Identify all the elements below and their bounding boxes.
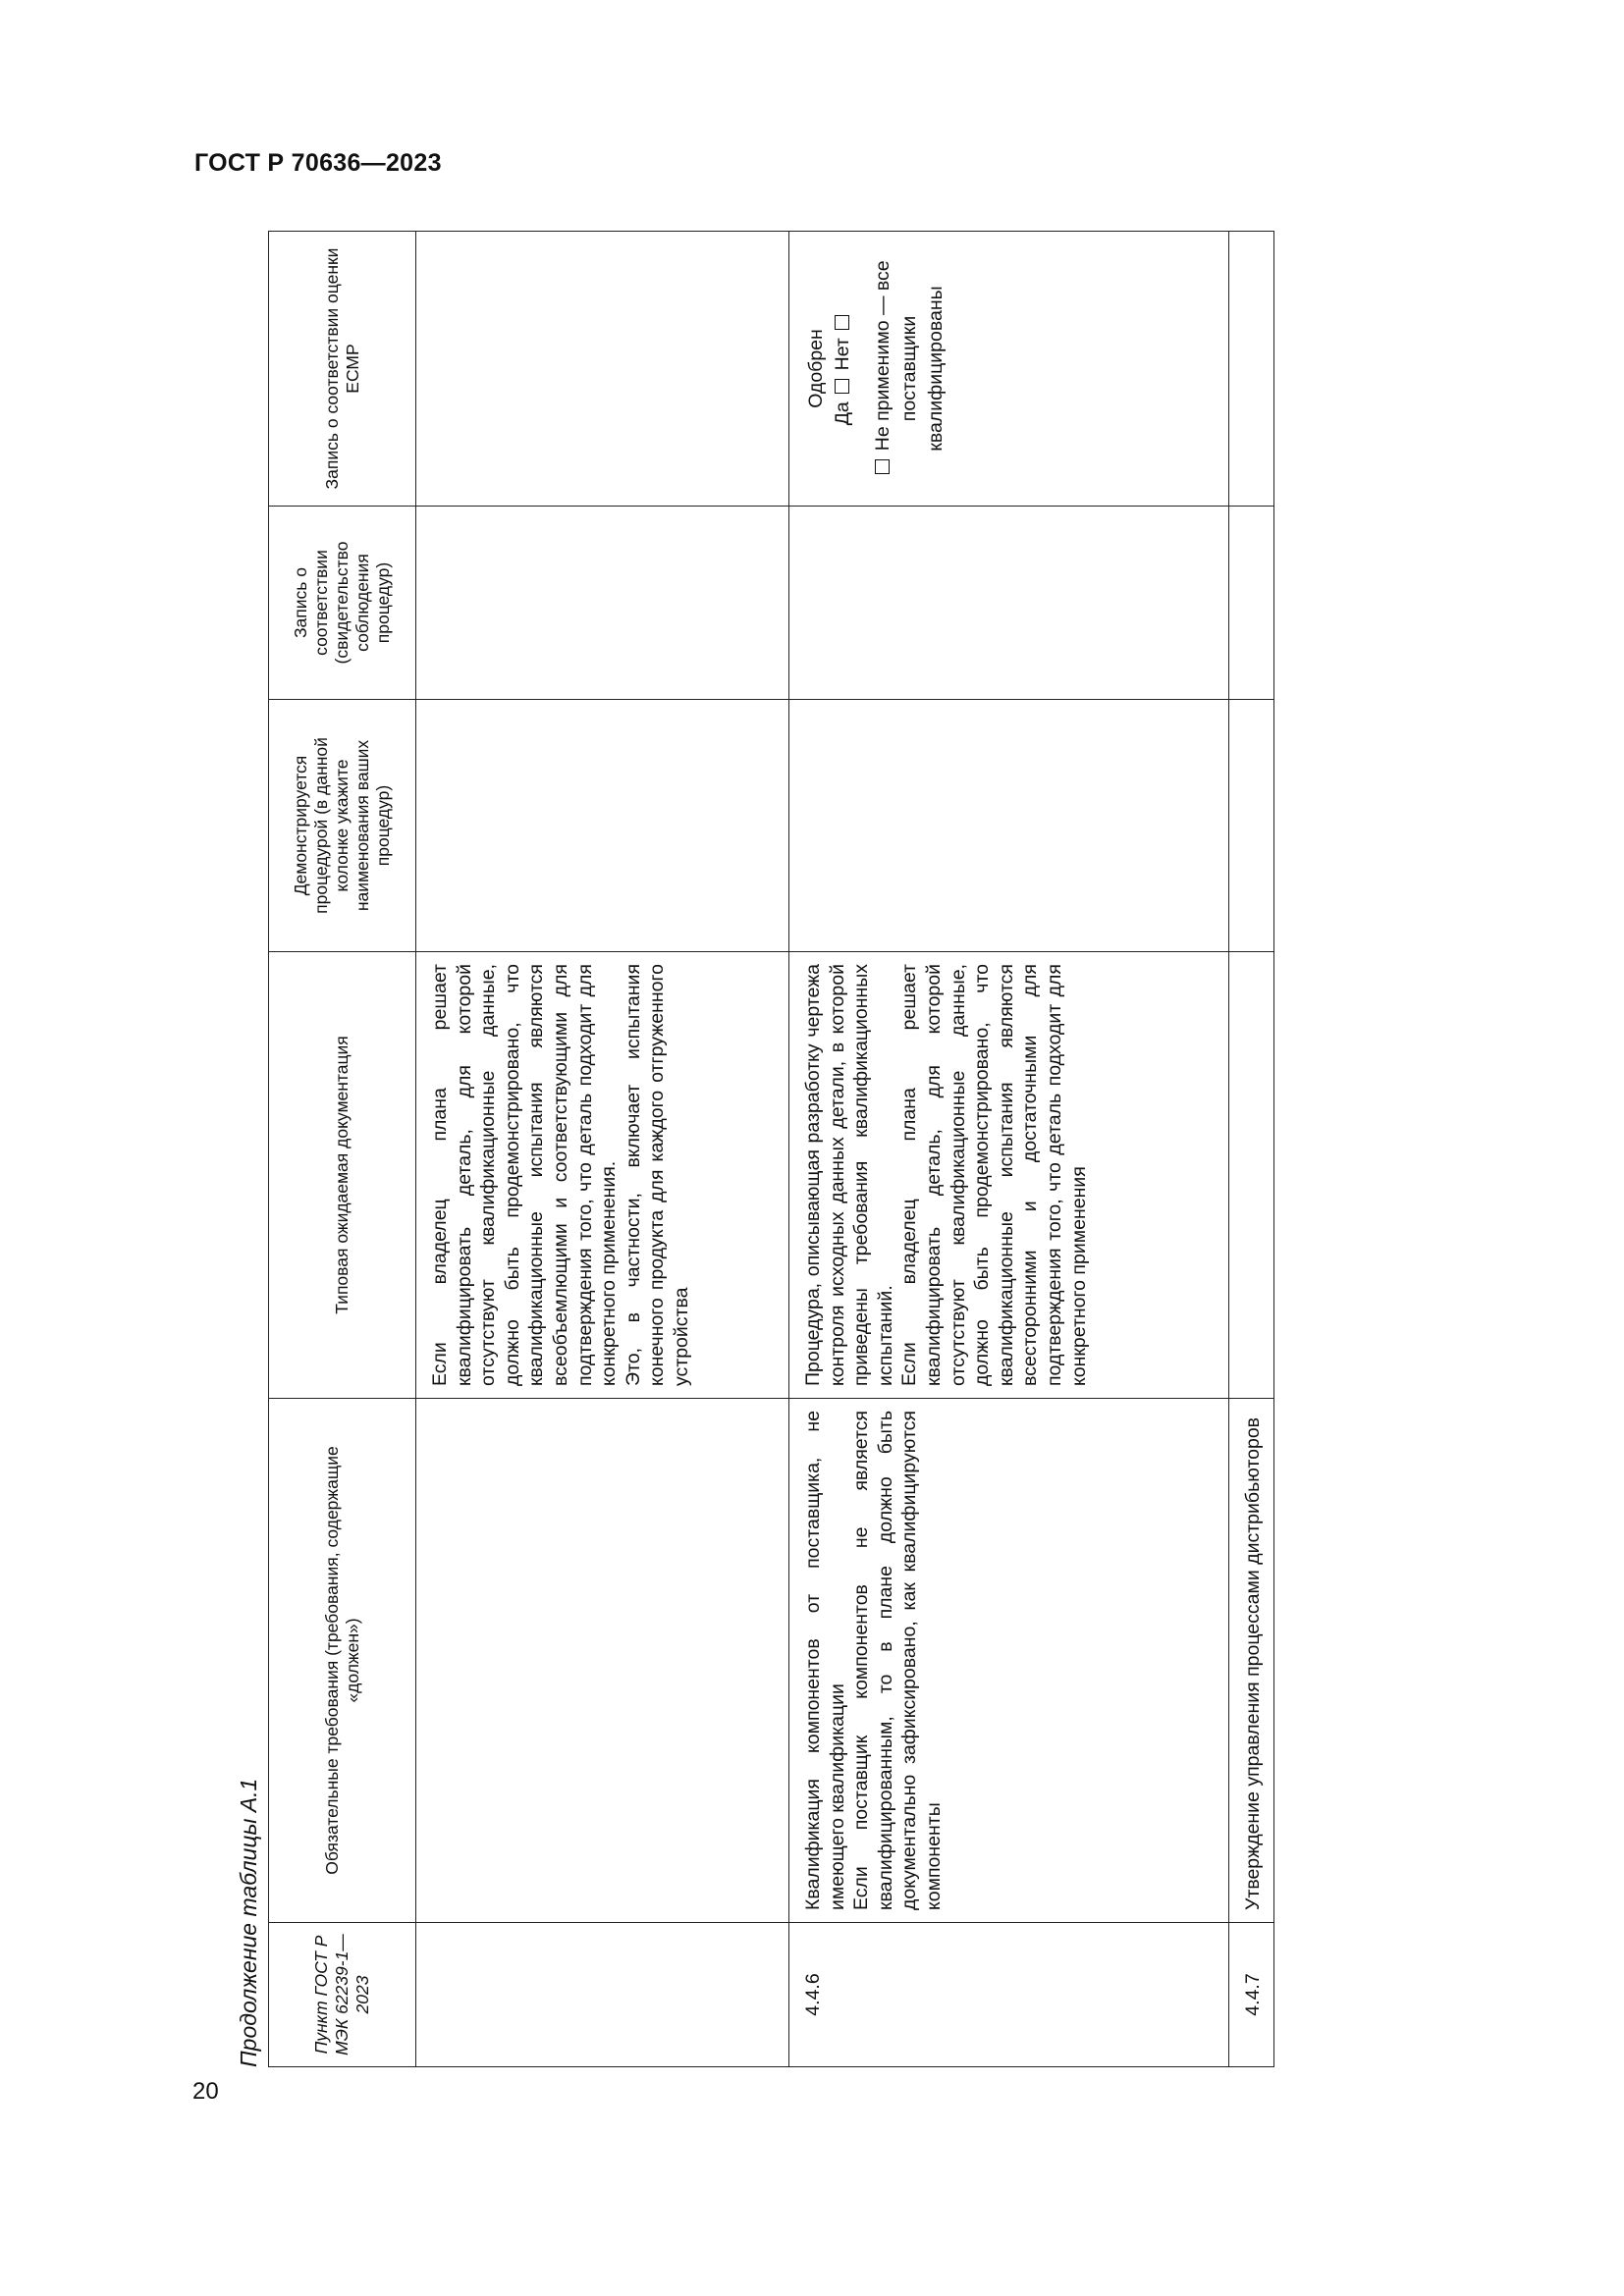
table-row: [1229, 232, 1274, 2067]
row-compliance-record: [416, 507, 789, 700]
yes-label: Да: [832, 401, 853, 426]
table-header-row: [269, 232, 416, 2067]
yes-no-line: [830, 238, 856, 500]
documentation-paragraph: Если владелец плана решает квалифицировать деталь, для которой отсутствуют квалификационные данные, должно быть продемонстрировано, что квалификационные испытания являются всеобъемлющими и соответствующими для подтверждения того, что деталь подходит для конкретного применения.: [429, 964, 621, 1386]
row-ecmp-record: [789, 232, 1229, 507]
row-documentation: [789, 952, 1229, 1399]
documentation-paragraph: Если владелец плана решает квалифицировать деталь, для которой отсутствуют квалификационные данные, должно быть продемонстрировано, что квалификационные испытания являются всесторонними и достаточными для подтверждения того, что деталь подходит для конкретного применения: [898, 964, 1090, 1386]
row-procedure: [1229, 700, 1274, 952]
approved-label: Одобрен: [805, 329, 827, 408]
documentation-paragraph: Процедура, описывающая разработку чертежа контроля исходных данных детали, в которой приведены требования квалификационных испытаний.: [802, 964, 896, 1386]
rotated-table-container: [231, 232, 1268, 2067]
not-applicable-label: Не применимо — все поставщики квалифицированы: [872, 260, 947, 452]
requirements-paragraph: Если поставщик компонентов не является квалифицированным, то в плане должно быть документально зафиксировано, как квалифицируются компоненты: [850, 1411, 945, 1910]
col-header-ecmp-record: Запись о соответствии оценки ЕСМР: [269, 232, 416, 507]
documentation-paragraph: Это, в частности, включает испытания конечного продукта для каждого отгруженного устройства: [622, 964, 692, 1386]
requirements-paragraph: Квалификация компонентов от поставщика, не имеющего квалификации: [802, 1411, 848, 1910]
row-requirements: [789, 1399, 1229, 1923]
no-label: Нет: [832, 338, 853, 371]
col-header-procedure: Демонстрируется процедурой (в данной колонке укажите наименования ваших процедур): [269, 700, 416, 952]
row-procedure: [416, 700, 789, 952]
col-header-compliance-record: Запись о соответствии (свидетельство соблюдения процедур): [269, 507, 416, 700]
row-compliance-record: [1229, 507, 1274, 700]
row-compliance-record: [789, 507, 1229, 700]
not-applicable-checkbox[interactable]: [875, 459, 890, 474]
row-clause: 4.4.6: [789, 1923, 1229, 2067]
col-header-documentation: Типовая ожидаемая документация: [269, 952, 416, 1399]
table-row: [789, 232, 1229, 2067]
approval-line: [803, 238, 830, 500]
na-line: [870, 238, 949, 500]
row-procedure: [789, 700, 1229, 952]
table-continuation-caption: Продолжение таблицы А.1: [236, 1778, 261, 2067]
row-clause: [416, 1923, 789, 2067]
col-header-clause: Пункт ГОСТ Р МЭК 62239-1— 2023: [269, 1923, 416, 2067]
no-checkbox[interactable]: [835, 315, 849, 330]
page-number: 20: [192, 2078, 219, 2105]
row-documentation: [1229, 952, 1274, 1399]
document-title: ГОСТ Р 70636—2023: [194, 149, 442, 177]
yes-checkbox[interactable]: [835, 379, 849, 394]
col-header-requirements: Обязательные требования (требования, содержащие «должен»): [269, 1399, 416, 1923]
row-ecmp-record: [1229, 232, 1274, 507]
row-ecmp-record: [416, 232, 789, 507]
row-documentation: [416, 952, 789, 1399]
row-requirements: [416, 1399, 789, 1923]
table-row: [416, 232, 789, 2067]
row-clause: 4.4.7: [1229, 1923, 1274, 2067]
requirements-table: [268, 231, 1274, 2067]
row-requirements: Утверждение управления процессами дистрибьюторов: [1229, 1399, 1274, 1923]
